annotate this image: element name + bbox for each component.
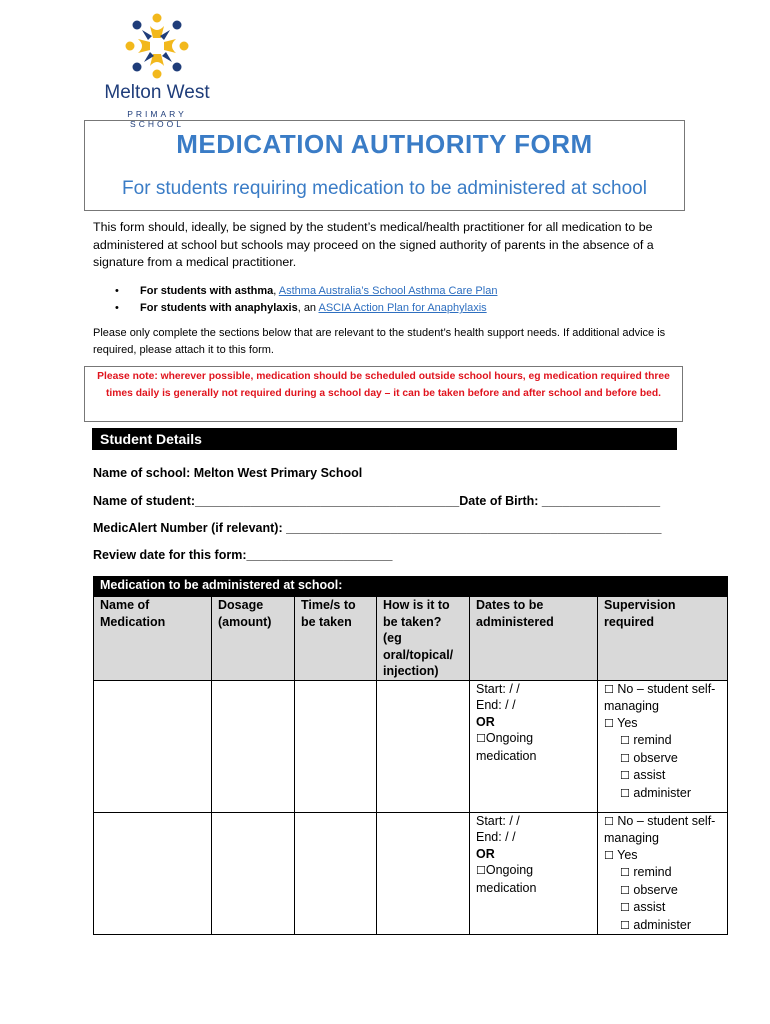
- anaphylaxis-plan-link[interactable]: ASCIA Action Plan for Anaphylaxis: [318, 302, 487, 314]
- col-dates: Dates to be administered: [470, 597, 598, 681]
- bullet-separator: , an: [297, 302, 319, 314]
- review-date-field[interactable]: Review date for this form:_____________________: [93, 548, 393, 562]
- list-item: [115, 283, 497, 300]
- administer-checkbox[interactable]: ☐: [620, 786, 630, 800]
- dates-cell: [470, 812, 598, 935]
- student-details-heading: Student Details: [92, 428, 677, 450]
- logo-emblem-icon: [120, 12, 194, 80]
- method-cell[interactable]: [377, 680, 470, 812]
- bullet-label: For students with asthma: [140, 285, 274, 297]
- bullet-icon: •: [115, 302, 119, 314]
- administer-label: administer: [629, 785, 692, 800]
- header-cell: [598, 577, 728, 597]
- bullet-label: For students with anaphylaxis: [140, 302, 298, 314]
- remind-checkbox[interactable]: ☐: [620, 866, 630, 879]
- observe-label: observe: [629, 750, 678, 765]
- resource-list: [115, 283, 497, 317]
- dates-cell: [470, 680, 598, 812]
- time-cell[interactable]: [295, 812, 377, 935]
- school-logo: [98, 12, 218, 129]
- table-header-row: [94, 597, 728, 681]
- table-row: [94, 812, 728, 935]
- assist-label: assist: [629, 900, 666, 914]
- student-name-field[interactable]: Name of student:______________________________________Date of Birth: _________________: [93, 494, 661, 508]
- no-label: No – student self- managing: [604, 813, 716, 845]
- method-cell[interactable]: [377, 812, 470, 935]
- yes-label: Yes: [613, 847, 638, 862]
- assist-label: assist: [629, 768, 666, 782]
- form-title: MEDICATION AUTHORITY FORM: [176, 129, 593, 159]
- table-row: [94, 680, 728, 812]
- instructions-note: Please only complete the sections below that are relevant to the student’s health support needs. If additional advice is required, please attach it to this form.: [93, 327, 666, 356]
- yes-checkbox[interactable]: ☐: [604, 716, 614, 730]
- col-time: Time/s to be taken: [295, 597, 377, 681]
- dosage-cell[interactable]: [212, 812, 295, 935]
- dosage-cell[interactable]: [212, 680, 295, 812]
- remind-checkbox[interactable]: ☐: [620, 734, 630, 747]
- supervision-cell: [598, 812, 728, 935]
- col-method: How is it to be taken? (eg oral/topical/ injection): [377, 597, 470, 681]
- yes-checkbox[interactable]: ☐: [604, 848, 614, 862]
- supervision-cell: [598, 680, 728, 812]
- list-item: [115, 300, 497, 317]
- no-checkbox[interactable]: ☐: [604, 814, 614, 828]
- title-box: [84, 120, 685, 211]
- ongoing-checkbox[interactable]: ☐: [476, 732, 486, 745]
- remind-label: remind: [629, 733, 672, 747]
- start-date-field[interactable]: Start: / /: [476, 681, 520, 696]
- yes-label: Yes: [613, 715, 638, 730]
- administer-label: administer: [629, 917, 692, 932]
- col-supervision: Supervision required: [598, 597, 728, 681]
- remind-label: remind: [629, 865, 672, 879]
- or-label: OR: [476, 714, 495, 729]
- medicalert-field[interactable]: MedicAlert Number (if relevant): ______________________________________________________: [93, 521, 662, 535]
- no-label: No – student self- managing: [604, 681, 716, 713]
- start-date-field[interactable]: Start: / /: [476, 813, 520, 828]
- asthma-plan-link[interactable]: Asthma Australia’s School Asthma Care Plan: [278, 285, 498, 297]
- ongoing-label: Ongoing medication: [476, 731, 537, 763]
- administer-checkbox[interactable]: ☐: [620, 918, 630, 932]
- medication-table: [93, 576, 728, 935]
- form-subtitle: For students requiring medication to be administered at school: [122, 178, 647, 199]
- no-checkbox[interactable]: ☐: [604, 682, 614, 696]
- end-date-field[interactable]: End: / /: [476, 698, 516, 712]
- warning-box: Please note: wherever possible, medication should be scheduled outside school hours, eg medication required three times daily is generally not required during a school day – it can be taken before and after school and before bed.: [84, 366, 683, 422]
- observe-checkbox[interactable]: ☐: [620, 883, 630, 897]
- bullet-separator: ,: [273, 285, 279, 297]
- logo-subtitle: PRIMARY SCHOOL: [127, 109, 187, 129]
- logo-name: Melton West: [104, 82, 210, 103]
- assist-checkbox[interactable]: ☐: [620, 901, 630, 914]
- name-cell[interactable]: [94, 812, 212, 935]
- time-cell[interactable]: [295, 680, 377, 812]
- ongoing-label: Ongoing medication: [476, 863, 537, 895]
- col-name: Name of Medication: [94, 597, 212, 681]
- school-name-field: Name of school: Melton West Primary School: [93, 466, 363, 480]
- assist-checkbox[interactable]: ☐: [620, 769, 630, 782]
- observe-label: observe: [629, 882, 678, 897]
- observe-checkbox[interactable]: ☐: [620, 751, 630, 765]
- intro-paragraph: This form should, ideally, be signed by the student’s medical/health practitioner for all medication to be administered at school but schools may proceed on the signed authority of parents in the absence of a signature from a medical practitioner.: [93, 220, 654, 269]
- or-label: OR: [476, 846, 495, 861]
- medication-heading: Medication to be administered at school:: [94, 577, 598, 597]
- col-dosage: Dosage (amount): [212, 597, 295, 681]
- end-date-field[interactable]: End: / /: [476, 830, 516, 844]
- name-cell[interactable]: [94, 680, 212, 812]
- bullet-icon: •: [115, 285, 119, 297]
- ongoing-checkbox[interactable]: ☐: [476, 864, 486, 877]
